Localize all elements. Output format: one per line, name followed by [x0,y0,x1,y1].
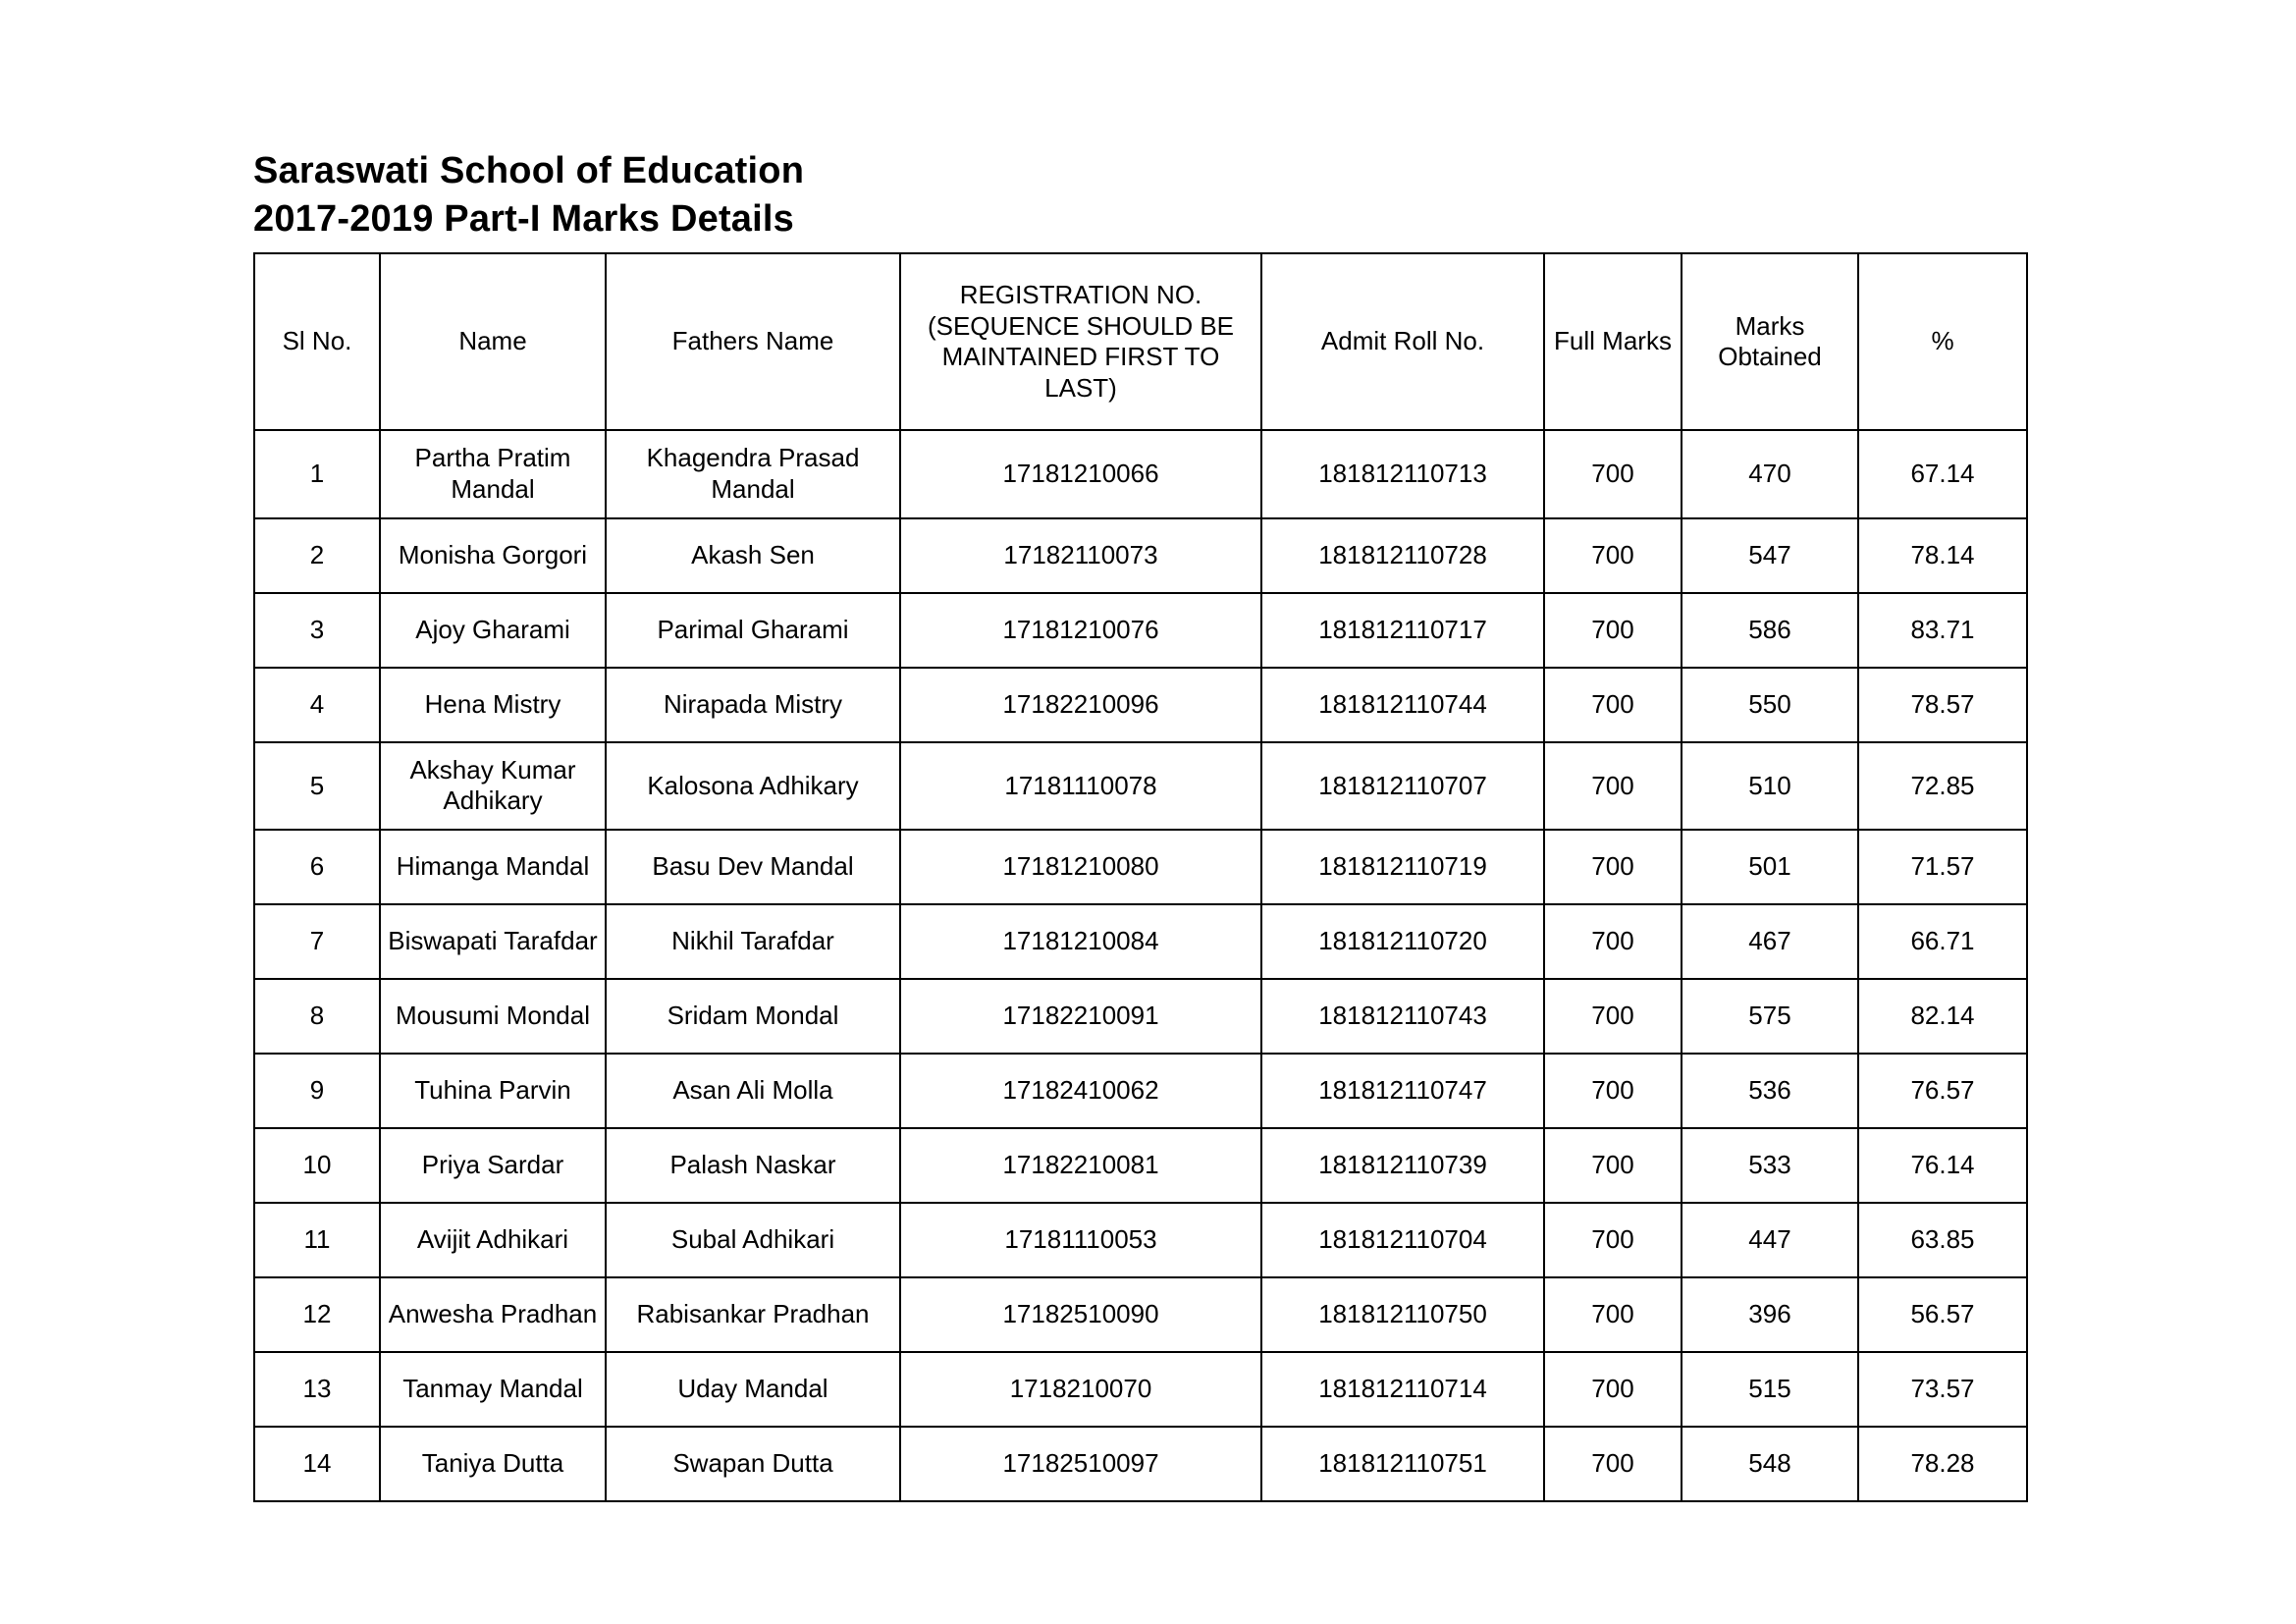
cell-marks-obtained: 586 [1682,593,1858,668]
cell-percent: 78.14 [1858,518,2027,593]
cell-fathers-name: Sridam Mondal [606,979,900,1054]
cell-registration-no: 1718210070 [900,1352,1261,1427]
cell-registration-no: 17181210084 [900,904,1261,979]
cell-name: Mousumi Mondal [380,979,606,1054]
table-row [254,1054,2027,1128]
table-row [254,518,2027,593]
cell-admit-roll-no: 181812110739 [1261,1128,1544,1203]
cell-sl-no: 3 [254,593,380,668]
table-row [254,904,2027,979]
cell-marks-obtained: 396 [1682,1277,1858,1352]
column-header-admit-roll-no: Admit Roll No. [1261,253,1544,430]
page-title: Saraswati School of Education [253,150,805,191]
cell-percent: 83.71 [1858,593,2027,668]
table-row [254,668,2027,742]
table-row [254,1352,2027,1427]
page-subtitle: 2017-2019 Part-I Marks Details [253,197,794,240]
cell-name: Taniya Dutta [380,1427,606,1501]
cell-admit-roll-no: 181812110704 [1261,1203,1544,1277]
cell-registration-no: 17182210081 [900,1128,1261,1203]
cell-admit-roll-no: 181812110750 [1261,1277,1544,1352]
cell-registration-no: 17181210066 [900,430,1261,517]
cell-full-marks: 700 [1544,830,1682,904]
table-row [254,979,2027,1054]
cell-full-marks: 700 [1544,1277,1682,1352]
cell-registration-no: 17181110078 [900,742,1261,830]
cell-admit-roll-no: 181812110743 [1261,979,1544,1054]
cell-name: Avijit Adhikari [380,1203,606,1277]
column-header-name: Name [380,253,606,430]
cell-admit-roll-no: 181812110720 [1261,904,1544,979]
cell-registration-no: 17181210080 [900,830,1261,904]
cell-marks-obtained: 467 [1682,904,1858,979]
cell-marks-obtained: 536 [1682,1054,1858,1128]
cell-percent: 76.14 [1858,1128,2027,1203]
cell-sl-no: 6 [254,830,380,904]
cell-sl-no: 10 [254,1128,380,1203]
cell-name: Biswapati Tarafdar [380,904,606,979]
cell-name: Priya Sardar [380,1128,606,1203]
marks-table [253,252,2028,1502]
cell-admit-roll-no: 181812110744 [1261,668,1544,742]
cell-fathers-name: Kalosona Adhikary [606,742,900,830]
cell-percent: 67.14 [1858,430,2027,517]
table-header [254,253,2027,430]
table-row [254,593,2027,668]
cell-fathers-name: Khagendra Prasad Mandal [606,430,900,517]
cell-fathers-name: Asan Ali Molla [606,1054,900,1128]
table-header-row [254,253,2027,430]
cell-sl-no: 1 [254,430,380,517]
table-row [254,1277,2027,1352]
cell-percent: 78.57 [1858,668,2027,742]
cell-fathers-name: Rabisankar Pradhan [606,1277,900,1352]
cell-admit-roll-no: 181812110713 [1261,430,1544,517]
cell-full-marks: 700 [1544,518,1682,593]
cell-marks-obtained: 548 [1682,1427,1858,1501]
cell-admit-roll-no: 181812110717 [1261,593,1544,668]
cell-sl-no: 5 [254,742,380,830]
cell-marks-obtained: 501 [1682,830,1858,904]
cell-fathers-name: Basu Dev Mandal [606,830,900,904]
cell-sl-no: 13 [254,1352,380,1427]
cell-full-marks: 700 [1544,1054,1682,1128]
cell-percent: 73.57 [1858,1352,2027,1427]
cell-admit-roll-no: 181812110728 [1261,518,1544,593]
cell-registration-no: 17181210076 [900,593,1261,668]
cell-sl-no: 14 [254,1427,380,1501]
cell-name: Anwesha Pradhan [380,1277,606,1352]
cell-registration-no: 17182510090 [900,1277,1261,1352]
table-row [254,1427,2027,1501]
cell-fathers-name: Nikhil Tarafdar [606,904,900,979]
cell-name: Monisha Gorgori [380,518,606,593]
cell-full-marks: 700 [1544,593,1682,668]
cell-full-marks: 700 [1544,430,1682,517]
cell-full-marks: 700 [1544,742,1682,830]
cell-admit-roll-no: 181812110714 [1261,1352,1544,1427]
cell-registration-no: 17181110053 [900,1203,1261,1277]
table-row [254,742,2027,830]
table-row [254,1203,2027,1277]
cell-fathers-name: Swapan Dutta [606,1427,900,1501]
table-row [254,830,2027,904]
cell-name: Ajoy Gharami [380,593,606,668]
cell-sl-no: 12 [254,1277,380,1352]
cell-fathers-name: Akash Sen [606,518,900,593]
cell-percent: 78.28 [1858,1427,2027,1501]
cell-name: Tuhina Parvin [380,1054,606,1128]
cell-marks-obtained: 510 [1682,742,1858,830]
column-header-registration-no: REGISTRATION NO. (SEQUENCE SHOULD BE MAINTAINED FIRST TO LAST) [900,253,1261,430]
table-row [254,1128,2027,1203]
column-header-full-marks: Full Marks [1544,253,1682,430]
column-header-marks-obtained: Marks Obtained [1682,253,1858,430]
cell-marks-obtained: 547 [1682,518,1858,593]
cell-fathers-name: Palash Naskar [606,1128,900,1203]
cell-marks-obtained: 447 [1682,1203,1858,1277]
cell-full-marks: 700 [1544,979,1682,1054]
cell-registration-no: 17182410062 [900,1054,1261,1128]
cell-sl-no: 8 [254,979,380,1054]
cell-admit-roll-no: 181812110719 [1261,830,1544,904]
cell-full-marks: 700 [1544,904,1682,979]
cell-fathers-name: Parimal Gharami [606,593,900,668]
cell-sl-no: 9 [254,1054,380,1128]
table-body [254,430,2027,1501]
cell-name: Tanmay Mandal [380,1352,606,1427]
cell-percent: 56.57 [1858,1277,2027,1352]
cell-percent: 82.14 [1858,979,2027,1054]
cell-full-marks: 700 [1544,1427,1682,1501]
cell-fathers-name: Uday Mandal [606,1352,900,1427]
cell-name: Hena Mistry [380,668,606,742]
cell-full-marks: 700 [1544,1352,1682,1427]
cell-marks-obtained: 550 [1682,668,1858,742]
cell-registration-no: 17182210091 [900,979,1261,1054]
cell-registration-no: 17182110073 [900,518,1261,593]
cell-percent: 63.85 [1858,1203,2027,1277]
cell-registration-no: 17182510097 [900,1427,1261,1501]
cell-marks-obtained: 575 [1682,979,1858,1054]
cell-name: Himanga Mandal [380,830,606,904]
cell-full-marks: 700 [1544,1128,1682,1203]
cell-marks-obtained: 470 [1682,430,1858,517]
cell-admit-roll-no: 181812110751 [1261,1427,1544,1501]
cell-percent: 66.71 [1858,904,2027,979]
cell-percent: 76.57 [1858,1054,2027,1128]
cell-fathers-name: Subal Adhikari [606,1203,900,1277]
cell-admit-roll-no: 181812110707 [1261,742,1544,830]
cell-fathers-name: Nirapada Mistry [606,668,900,742]
cell-admit-roll-no: 181812110747 [1261,1054,1544,1128]
cell-sl-no: 2 [254,518,380,593]
cell-percent: 71.57 [1858,830,2027,904]
column-header-fathers-name: Fathers Name [606,253,900,430]
cell-sl-no: 4 [254,668,380,742]
cell-sl-no: 11 [254,1203,380,1277]
cell-percent: 72.85 [1858,742,2027,830]
cell-marks-obtained: 533 [1682,1128,1858,1203]
cell-sl-no: 7 [254,904,380,979]
cell-name: Akshay Kumar Adhikary [380,742,606,830]
cell-full-marks: 700 [1544,1203,1682,1277]
table-row [254,430,2027,517]
cell-full-marks: 700 [1544,668,1682,742]
cell-name: Partha Pratim Mandal [380,430,606,517]
column-header-sl-no: Sl No. [254,253,380,430]
column-header-percent: % [1858,253,2027,430]
cell-marks-obtained: 515 [1682,1352,1858,1427]
cell-registration-no: 17182210096 [900,668,1261,742]
